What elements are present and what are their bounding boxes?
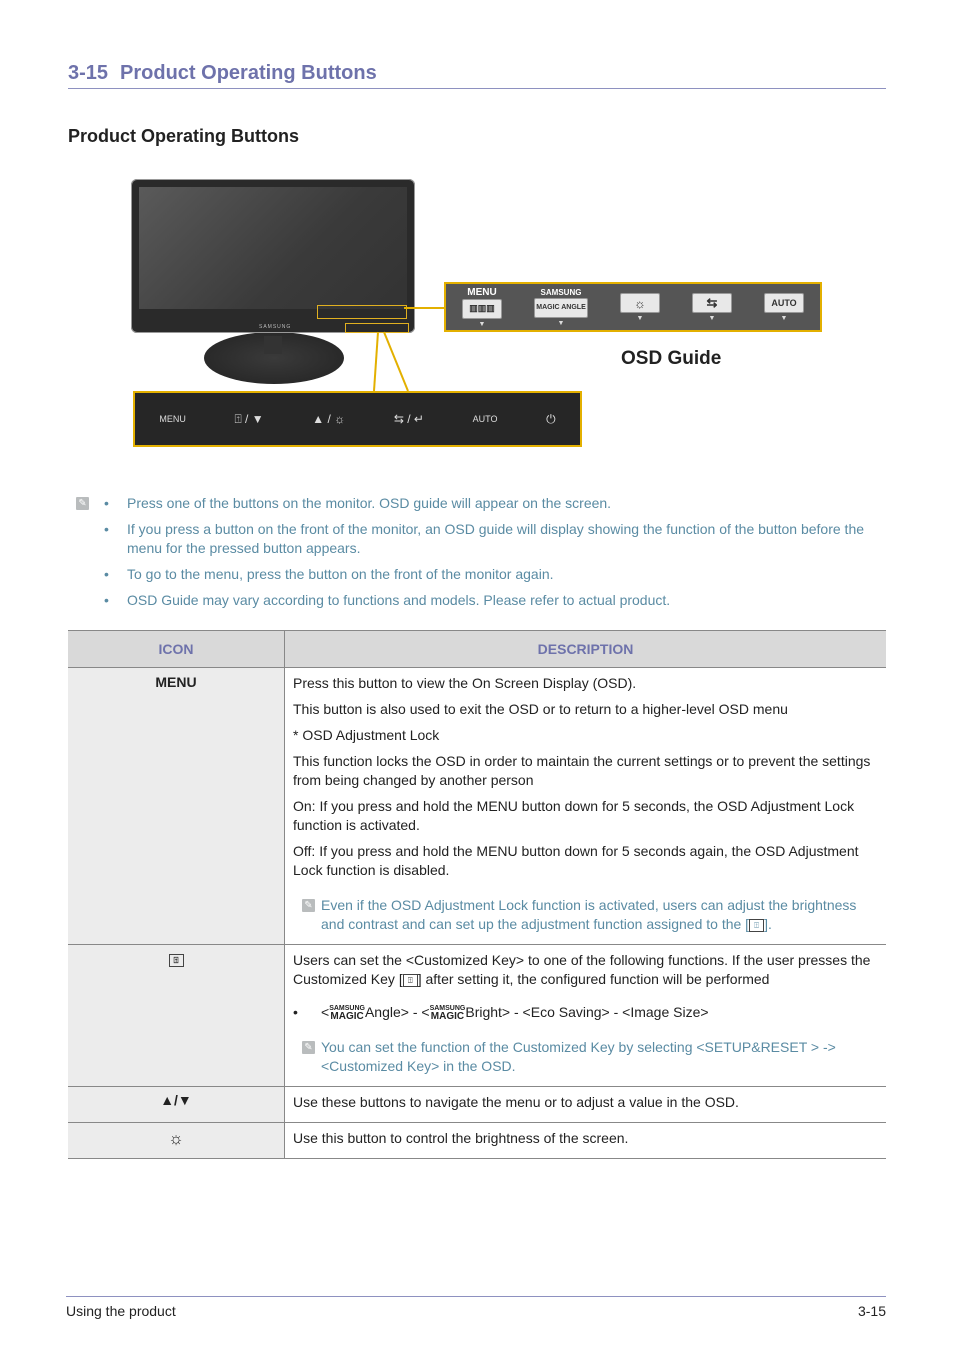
- note-text: ].: [764, 916, 772, 932]
- front-button-panel: [133, 391, 582, 447]
- brightness-icon-cell: ☼: [68, 1123, 285, 1159]
- custom-desc-cell: [285, 945, 887, 1087]
- note-icon: ✎: [302, 1041, 315, 1054]
- note-icon: ✎: [76, 497, 89, 510]
- table-row: [68, 668, 886, 945]
- custom-note: [293, 1038, 878, 1076]
- desc-text: This button is also used to exit the OSD or to return to a higher-level OSD menu: [293, 701, 788, 717]
- note-text: Press one of the buttons on the monitor. OSD guide will appear on the screen.: [127, 495, 612, 511]
- osd-item-auto: [764, 292, 804, 322]
- osd-arrow-icon: ▼: [636, 315, 644, 322]
- page-subtitle: Product Operating Buttons: [68, 126, 299, 146]
- osd-guide-bar: [444, 282, 822, 332]
- custom-options: • <SAMSUNG MAGIC Angle> - <SAMSUNG MAGIC Bright> - <Eco Saving> - <Image Size>: [293, 1004, 709, 1022]
- note-icon: ✎: [302, 899, 315, 912]
- table-row: [68, 1123, 886, 1159]
- monitor-figure: [128, 176, 828, 450]
- panel-menu-button[interactable]: MENU: [159, 414, 186, 424]
- desc-text: ] after setting it, the configured function will be performed: [417, 971, 770, 987]
- osd-arrow-icon: ▼: [478, 320, 486, 328]
- osd-auto-key: AUTO: [764, 293, 804, 313]
- osd-item-label: SAMSUNG: [540, 287, 582, 297]
- page-footer: [66, 1296, 886, 1319]
- list-item: • OSD Guide may vary according to functions and models. Please refer to actual product.: [104, 592, 671, 608]
- osd-magic-key: MAGIC ANGLE: [534, 298, 588, 318]
- desc-text: <: [321, 1004, 330, 1020]
- panel-up-brightness-button[interactable]: ▲ / ☼: [312, 412, 346, 426]
- note-text: To go to the menu, press the button on the front of the monitor again.: [127, 566, 554, 582]
- desc-text: Angle> - <: [364, 1004, 430, 1020]
- note-text: If you press a button on the front of the monitor, an OSD guide will display showing the function of the button before the menu for the pressed button appears.: [127, 521, 865, 556]
- desc-text: This function locks the OSD in order to maintain the current settings or to prevent the settings from being changed by another person: [293, 753, 871, 788]
- section-heading: Product Operating Buttons: [120, 62, 377, 84]
- nav-desc-cell: Use these buttons to navigate the menu or to adjust a value in the OSD.: [285, 1087, 887, 1123]
- table-row: [68, 945, 886, 1087]
- samsung-magic-logo: SAMSUNG MAGIC: [429, 1004, 466, 1022]
- section-title: [68, 62, 886, 89]
- osd-item-label: MENU: [467, 286, 497, 298]
- customized-key-icon: ⍐: [749, 919, 764, 932]
- panel-auto-button[interactable]: AUTO: [472, 414, 498, 424]
- osd-item-menu: [462, 287, 502, 328]
- panel-power-button[interactable]: ⏻: [546, 411, 556, 426]
- desc-text: Users can set the <Customized Key> to one of the following functions. If the user presses the Customized Key [: [293, 952, 871, 987]
- panel-custom-down-button[interactable]: ⍐ / ▼: [234, 411, 264, 426]
- desc-text: Press this button to view the On Screen Display (OSD).: [293, 675, 637, 691]
- button-table: [68, 630, 886, 1159]
- footer-left: Using the product: [66, 1303, 176, 1319]
- nav-icon-cell: ▲/▼: [68, 1087, 285, 1123]
- col-desc-header: DESCRIPTION: [285, 631, 887, 668]
- panel-source-enter-button[interactable]: ⇆ / ↵: [393, 412, 424, 426]
- list-item: • If you press a button on the front of the monitor, an OSD guide will display showing the function of the button before the menu for the pressed button appears.: [104, 521, 865, 556]
- desc-text: Bright> - <Eco Saving> - <Image Size>: [465, 1004, 709, 1020]
- table-header-row: [68, 631, 886, 668]
- brightness-desc-cell: Use this button to control the brightness of the screen.: [285, 1123, 887, 1159]
- osd-arrow-icon: ▼: [557, 319, 565, 327]
- list-item: • To go to the menu, press the button on the front of the monitor again.: [104, 566, 554, 582]
- osd-item-brightness: [620, 292, 660, 322]
- osd-menu-key: ▥▥▥: [462, 299, 502, 319]
- page-number: 3-15: [857, 1303, 886, 1319]
- osd-brightness-key: ☼: [620, 293, 660, 313]
- osd-item-source: [692, 292, 732, 322]
- osd-arrow-icon: ▼: [780, 315, 788, 322]
- list-item: • Press one of the buttons on the monitor. OSD guide will appear on the screen.: [104, 495, 612, 511]
- menu-icon-cell: MENU: [68, 668, 285, 945]
- notes-list: [104, 494, 890, 617]
- desc-text: On: If you press and hold the MENU button down for 5 seconds, the OSD Adjustment Lock function is activated.: [293, 798, 855, 833]
- table-row: [68, 1087, 886, 1123]
- col-icon-header: ICON: [68, 631, 285, 668]
- monitor-brand: SAMSUNG: [259, 324, 292, 330]
- note-text: OSD Guide may vary according to functions and models. Please refer to actual product.: [127, 592, 671, 608]
- osd-guide-caption: OSD Guide: [621, 348, 722, 369]
- note-text: You can set the function of the Customized Key by selecting <SETUP&RESET > -> <Customized Key> in the OSD.: [321, 1039, 836, 1074]
- samsung-magic-logo: SAMSUNG MAGIC: [329, 1004, 365, 1022]
- customized-key-icon: ⍐: [169, 954, 184, 967]
- osd-arrow-icon: ▼: [708, 315, 716, 322]
- customized-key-icon: ⍐: [403, 974, 418, 987]
- note-text: Even if the OSD Adjustment Lock function is activated, users can adjust the brightness and contrast and can set up the adjustment function assigned to the [: [321, 897, 857, 932]
- osd-source-key: ⇆: [692, 293, 732, 313]
- desc-text: * OSD Adjustment Lock: [293, 727, 440, 743]
- menu-note: [293, 896, 878, 934]
- osd-item-magic-angle: [534, 288, 588, 327]
- custom-icon-cell: [68, 945, 285, 1087]
- section-number: 3-15: [68, 62, 109, 84]
- desc-text: Off: If you press and hold the MENU button down for 5 seconds again, the OSD Adjustment Lock function is disabled.: [293, 843, 859, 878]
- menu-desc-cell: [285, 668, 887, 945]
